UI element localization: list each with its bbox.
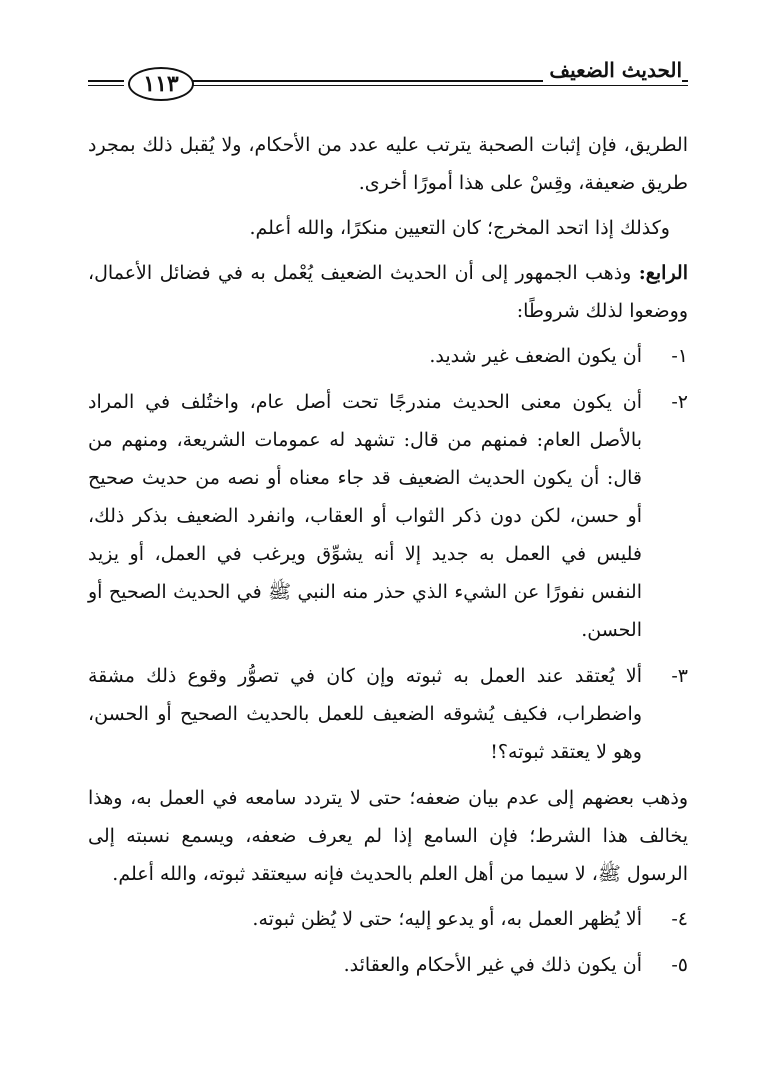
item-number: ١- (671, 345, 688, 367)
paragraph: وكذلك إذا اتحد المخرج؛ كان التعيين منكرًا، والله أعلم. (249, 217, 670, 239)
header-rule (193, 85, 688, 86)
list-item (88, 946, 688, 984)
item-number: ٥- (671, 954, 688, 976)
header-rule (88, 85, 124, 86)
paragraph: وذهب بعضهم إلى عدم بيان ضعفه؛ حتى لا يتردد سامعه في العمل به، وهذا يخالف هذا الشرط؛ فإن السامع إذا لم يعرف ضعفه، ويسمع نسبته إلى الرسول ﷺ، لا سيما من أهل العلم بالحديث فإنه سيعتقد ثبوته، والله أعلم. (88, 787, 688, 885)
running-title: الحديث الضعيف (543, 58, 682, 82)
item-text: ألا يُظهر العمل به، أو يدعو إليه؛ حتى لا يُظن ثبوته. (252, 908, 642, 930)
item-number: ٢- (671, 391, 688, 413)
paragraph-text: وذهب الجمهور إلى أن الحديث الضعيف يُعْمل به في فضائل الأعمال، ووضعوا لذلك شروطًا: (88, 262, 688, 322)
paragraph (88, 254, 688, 330)
list-item (88, 657, 688, 771)
item-number: ٣- (671, 665, 688, 687)
section-label: الرابع: (638, 262, 688, 284)
item-text: أن يكون معنى الحديث مندرجًا تحت أصل عام، واختُلف في المراد بالأصل العام: فمنهم من قال: تشهد له عمومات الشريعة، ومنهم من قال: أن يكون الحديث الضعيف قد جاء معناه أو نصه من حديث صحيح أو حسن، لكن دون ذكر الثواب أو العقاب، وانفرد الضعيف بذكر ذلك، فليس في العمل به جديد إلا أنه يشوِّق ويرغب في العمل، أو يزيد النفس نفورًا عن الشيء الذي حذر منه النبي ﷺ في الحديث الصحيح أو الحسن. (88, 391, 642, 641)
page-header (88, 58, 688, 100)
item-text: ألا يُعتقد عند العمل به ثبوته وإن كان في تصوُّر وقوع ذلك مشقة واضطراب، فكيف يُشوقه الضعيف للعمل بالحديث الصحيح أو الحسن، وهو لا يعتقد ثبوته؟! (88, 665, 642, 763)
list-item (88, 337, 688, 375)
item-text: أن يكون ذلك في غير الأحكام والعقائد. (343, 954, 642, 976)
list-item (88, 383, 688, 649)
conditions-list (88, 900, 688, 984)
page-number: ١١٣ (128, 67, 194, 101)
header-rule (88, 80, 124, 82)
list-item (88, 900, 688, 938)
page-body (88, 126, 688, 992)
conditions-list (88, 337, 688, 771)
item-text: أن يكون الضعف غير شديد. (429, 345, 642, 367)
paragraph: الطريق، فإن إثبات الصحبة يترتب عليه عدد من الأحكام، ولا يُقبل ذلك بمجرد طريق ضعيفة، وقِسْ على هذا أمورًا أخرى. (88, 134, 688, 194)
item-number: ٤- (671, 908, 688, 930)
